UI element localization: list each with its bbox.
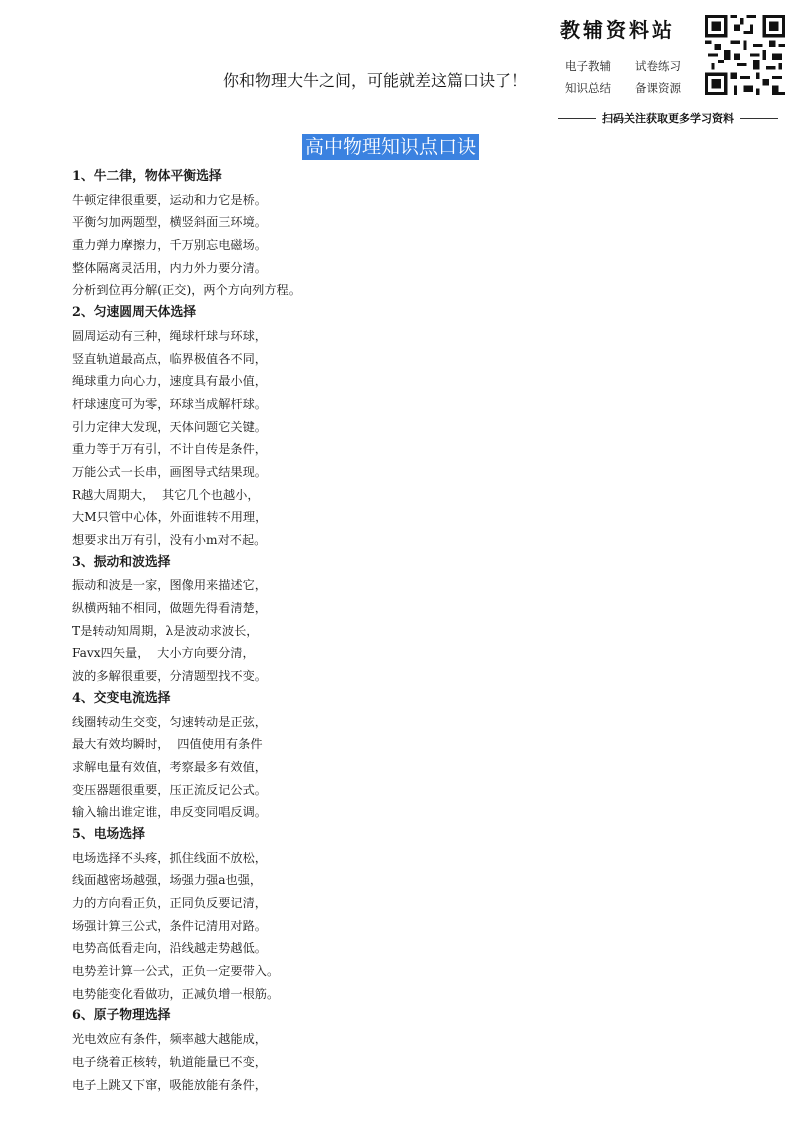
- section-heading: 2、匀速圆周天体选择: [72, 305, 197, 321]
- verse-line: 电子绕着正核转，轨道能量已不变，: [72, 1054, 267, 1069]
- brand-name: 教辅资料站: [560, 18, 675, 42]
- scan-text: 扫码关注获取更多学习资料: [602, 112, 734, 125]
- verse-line: T是转动知周期，λ是波动求波长，: [72, 623, 259, 638]
- scan-prompt: [558, 110, 778, 126]
- section-heading: 6、原子物理选择: [72, 1008, 171, 1024]
- right-divider: [740, 118, 778, 119]
- verse-line: 输入输出谁定谁，串反变同唱反调。: [72, 805, 267, 820]
- verse-line: 最大有效均瞬时， 四值使用有条件: [72, 737, 263, 752]
- verse-line: 求解电量有效值，考察最多有效值，: [72, 759, 267, 774]
- verse-line: 力的方向看正负，正同负反要记清，: [72, 896, 267, 910]
- verse-line: 电场选择不头疼，抓住线面不放松，: [72, 850, 267, 865]
- verse-line: 纵横两轴不相同，做题先得看清楚，: [72, 601, 267, 616]
- verse-line: 振动和波是一家，图像用来描述它，: [72, 578, 267, 593]
- verse-line: 万能公式一长串，画图导式结果现。: [72, 464, 267, 479]
- section-heading: 4、交变电流选择: [72, 690, 171, 706]
- verse-line: 牛顿定律很重要，运动和力它是桥。: [72, 192, 267, 207]
- verse-line: Favx四矢量， 大小方向要分清，: [72, 646, 255, 661]
- verse-line: 波的多解很重要，分清题型找不变。: [72, 669, 267, 684]
- verse-line: 线面越密场越强，场强力强a也强，: [72, 873, 263, 888]
- section-heading: 1、牛二律，物体平衡选择: [72, 169, 222, 184]
- verse-line: 竖直轨道最高点，临界极值各不同，: [72, 351, 267, 366]
- verse-line: 重力等于万有引，不计自传是条件，: [72, 442, 267, 457]
- verse-line: 电势能变化看做功，正减负增一根筋。: [72, 986, 280, 1001]
- verse-line: 变压器题很重要，压正流反记公式。: [72, 782, 267, 797]
- qr-code-icon[interactable]: [705, 15, 785, 95]
- verse-line: 场强计算三公式，条件记清用对路。: [72, 918, 267, 933]
- verse-line: 绳球重力向心力，速度具有最小值，: [72, 374, 267, 389]
- document-title[interactable]: 高中物理知识点口诀: [302, 134, 479, 160]
- verse-line: 整体隔离灵活用，内力外力要分清。: [72, 260, 267, 275]
- resource-links: [565, 58, 695, 96]
- tagline: 你和物理大牛之间，可能就差这篇口诀了！: [223, 71, 528, 90]
- link-electronic-materials[interactable]: 电子教辅: [565, 59, 611, 73]
- verse-line: 平衡匀加两题型，横竖斜面三环境。: [72, 215, 267, 230]
- verse-line: 光电效应有条件，频率越大越能成，: [72, 1032, 267, 1047]
- link-lesson-resources[interactable]: 备课资源: [635, 81, 681, 95]
- document-body: [72, 166, 632, 1096]
- link-knowledge-summary[interactable]: 知识总结: [565, 81, 611, 95]
- verse-line: 引力定律大发现，天体问题它关键。: [72, 419, 267, 434]
- verse-line: 电子上跳又下窜，吸能放能有条件，: [72, 1077, 267, 1092]
- verse-line: 大M只管中心体，外面谁转不用理，: [72, 510, 268, 525]
- verse-line: 分析到位再分解(正交)，两个方向列方程。: [72, 283, 301, 298]
- section-heading: 3、振动和波选择: [72, 554, 171, 570]
- verse-line: 想要求出万有引，没有小m对不起。: [72, 533, 267, 547]
- verse-line: 线圈转动生交变，匀速转动是正弦，: [72, 714, 267, 729]
- verse-line: 圆周运动有三种，绳球杆球与环球，: [72, 328, 267, 343]
- verse-line: 重力弹力摩擦力，千万别忘电磁场。: [72, 238, 267, 253]
- left-divider: [558, 118, 596, 119]
- verse-line: 电势高低看走向，沿线越走势越低。: [72, 941, 267, 956]
- verse-line: 杆球速度可为零，环球当成解杆球。: [72, 396, 267, 411]
- verse-line: 电势差计算一公式，正负一定要带入。: [72, 964, 280, 979]
- section-heading: 5、电场选择: [72, 826, 145, 842]
- link-practice-papers[interactable]: 试卷练习: [635, 59, 681, 73]
- verse-line: R越大周期大， 其它几个也越小，: [72, 487, 260, 502]
